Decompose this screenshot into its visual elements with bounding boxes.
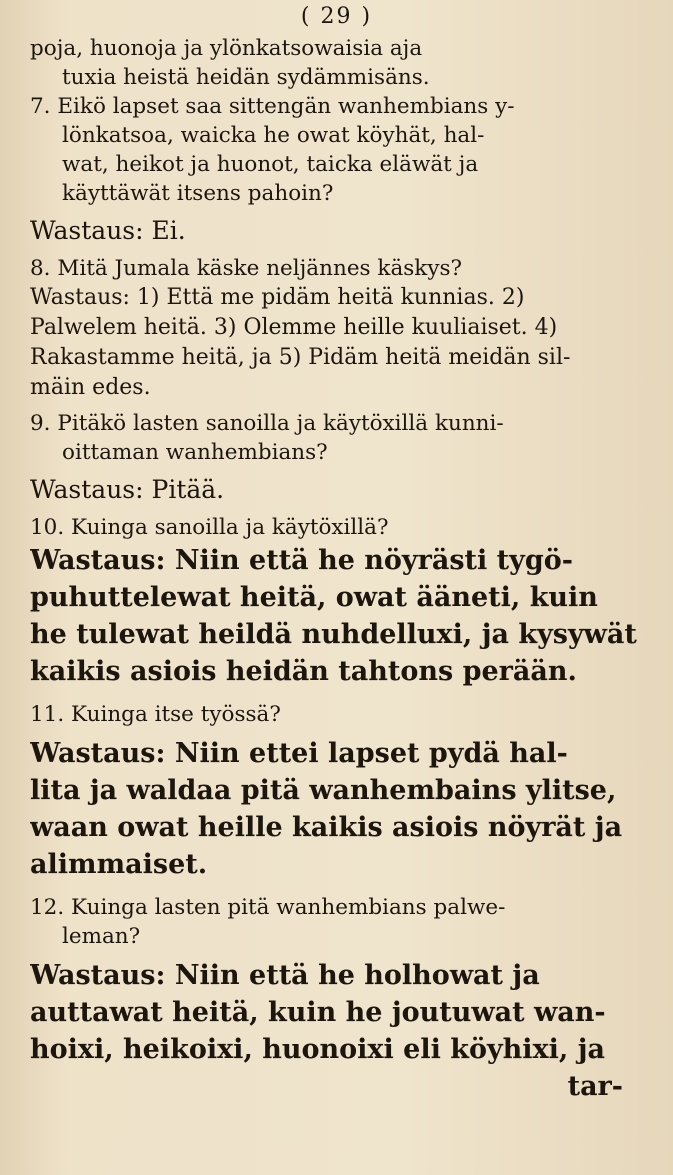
question-10 (30, 513, 643, 542)
answer-line: Wastaus: Niin että he holhowat ja (30, 960, 540, 991)
answer-line: Wastaus: 1) Että me pidäm heitä kunnias. 2) (30, 285, 525, 310)
answer-line: auttawat heitä, kuin he joutuwat wan- (30, 997, 606, 1028)
answer-10 (30, 542, 643, 690)
answer-12 (30, 957, 643, 1105)
answer-line: Wastaus: Niin että he nöyrästi tygö- (30, 545, 573, 576)
answer-line: lita ja waldaa pitä wanhembains ylitse, (30, 775, 617, 806)
catchword: tar- (567, 1071, 623, 1102)
answer-line: mäin edes. (30, 375, 151, 400)
intro-paragraph (30, 34, 643, 92)
question-9 (30, 409, 643, 467)
question-7 (30, 92, 643, 208)
answer-line: alimmaiset. (30, 849, 208, 880)
question-line: 7. Eikö lapset saa sittengän wanhembians y- (30, 94, 515, 119)
answer-line: Palwelem heitä. 3) Olemme heille kuuliaiset. 4) (30, 315, 558, 340)
answer-line: Wastaus: Niin ettei lapset pydä hal- (30, 738, 568, 769)
question-11 (30, 700, 643, 729)
page-number: ( 29 ) (300, 4, 373, 29)
answer-9 (30, 473, 643, 507)
question-8 (30, 254, 643, 283)
answer-line: kaikis asiois heidän tahtons perään. (30, 656, 577, 687)
answer-line: puhuttelewat heitä, owat ääneti, kuin (30, 582, 598, 613)
answer-line: waan owat heille kaikis asiois nöyrät ja (30, 812, 623, 843)
answer-line: he tulewat heildä nuhdelluxi, ja kysywät (30, 619, 637, 650)
question-line: 8. Mitä Jumala käske neljännes käskys? (30, 256, 463, 281)
answer-7 (30, 214, 643, 248)
answer-line: Wastaus: Pitää. (30, 475, 225, 504)
question-line: leman? (62, 924, 141, 949)
question-line: 10. Kuinga sanoilla ja käytöxillä? (30, 515, 389, 540)
text-line: poja, huonoja ja ylönkatsowaisia aja (30, 36, 423, 61)
answer-11 (30, 735, 643, 883)
question-12 (30, 893, 643, 951)
question-line: käyttäwät itsens pahoin? (62, 181, 334, 206)
answer-8 (30, 283, 643, 403)
question-line: lönkatsoa, waicka he owat köyhät, hal- (62, 123, 485, 148)
question-line: 9. Pitäkö lasten sanoilla ja käytöxillä kunni- (30, 411, 504, 436)
answer-line: Wastaus: Ei. (30, 216, 186, 245)
question-line: oittaman wanhembians? (62, 440, 328, 465)
answer-line: Rakastamme heitä, ja 5) Pidäm heitä meidän sil- (30, 345, 571, 370)
answer-line: hoixi, heikoixi, huonoixi eli köyhixi, ja (30, 1034, 605, 1065)
question-line: wat, heikot ja huonot, taicka eläwät ja (62, 152, 479, 177)
question-line: 11. Kuinga itse työssä? (30, 702, 281, 727)
text-line: tuxia heistä heidän sydämmisäns. (62, 65, 430, 90)
question-line: 12. Kuinga lasten pitä wanhembians palwe- (30, 895, 506, 920)
